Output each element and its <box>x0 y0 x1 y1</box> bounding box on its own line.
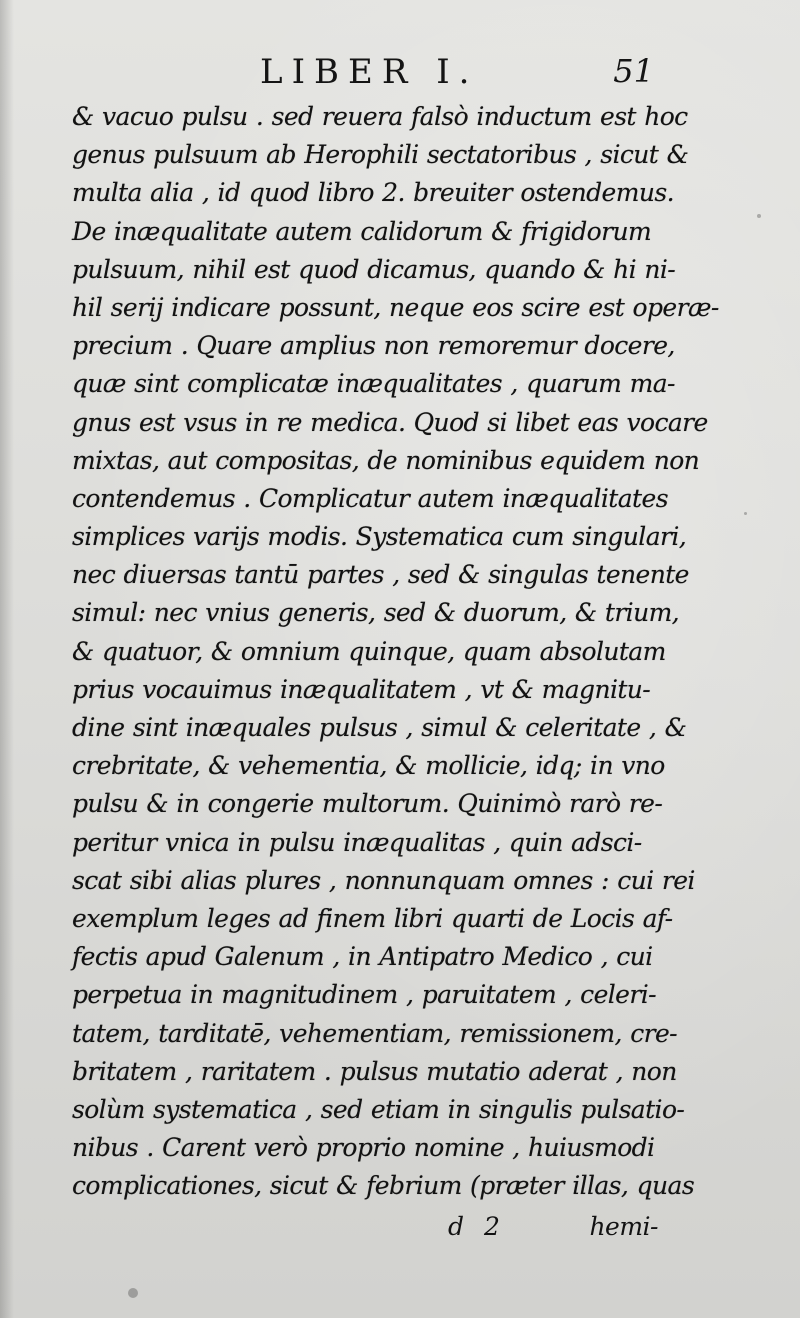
text-line: perpetua in magnitudinem , paruitatem , celeri- <box>72 980 656 1010</box>
text-line: De inæqualitate autem calidorum & frigidorum <box>72 216 652 246</box>
text-line: nibus . Carent verò proprio nomine , huiusmodi <box>72 1133 655 1163</box>
running-head: LIBER I. <box>260 52 479 92</box>
signature-mark: d 2 <box>448 1212 506 1241</box>
text-line: gnus est vsus in re medica. Quod si libet eas vocare <box>72 407 708 437</box>
text-line: solùm systematica , sed etiam in singulis pulsatio- <box>72 1094 685 1124</box>
text-line: hil serij indicare possunt, neque eos scire est operæ- <box>72 292 719 322</box>
text-line: simplices varijs modis. Systematica cum singulari, <box>72 522 687 552</box>
text-line: exemplum leges ad finem libri quarti de Locis af- <box>72 903 673 933</box>
text-line: precium . Quare amplius non remoremur docere, <box>72 331 675 361</box>
paper-speck <box>757 214 761 218</box>
text-line: pulsuum, nihil est quod dicamus, quando & hi ni- <box>72 254 676 284</box>
page-number: 51 <box>613 52 654 90</box>
body-text <box>72 98 719 1205</box>
text-line: & vacuo pulsu . sed reuera falsò inductum est hoc <box>72 102 688 131</box>
paper-speck <box>744 512 747 515</box>
page-footer <box>72 1212 662 1252</box>
page-header <box>70 52 660 96</box>
text-line: fectis apud Galenum , in Antipatro Medico , cui <box>72 942 653 972</box>
text-line: prius vocauimus inæqualitatem , vt & magnitu- <box>72 674 651 704</box>
text-line: dine sint inæquales pulsus , simul & celeritate , & <box>72 713 687 742</box>
text-line: pulsu & in congerie multorum. Quinimò rarò re- <box>72 789 663 819</box>
text-line: nec diuersas tantū partes , sed & singulas tenente <box>72 560 689 590</box>
text-line: genus pulsuum ab Herophili sectatoribus , sicut & <box>72 140 689 170</box>
text-line: crebritate, & vehementia, & mollicie, idq; in vno <box>72 751 665 781</box>
text-line: contendemus . Complicatur autem inæqualitates <box>72 483 668 513</box>
text-line: & quatuor, & omnium quinque, quam absolutam <box>72 636 666 666</box>
text-line: multa alia , id quod libro 2. breuiter ostendemus. <box>72 178 674 208</box>
text-line: britatem , raritatem . pulsus mutatio aderat , non <box>72 1056 677 1086</box>
text-line: complicationes, sicut & febrium (præter illas, quas <box>72 1171 695 1201</box>
paper-speck <box>128 1288 138 1298</box>
text-line: simul: nec vnius generis, sed & duorum, & trium, <box>72 598 680 628</box>
text-line: quæ sint complicatæ inæqualitates , quarum ma- <box>72 369 675 399</box>
page-gutter-shadow <box>0 0 14 1318</box>
text-line: peritur vnica in pulsu inæqualitas , quin adsci- <box>72 827 642 857</box>
catchword: hemi- <box>589 1212 658 1241</box>
text-line: mixtas, aut compositas, de nominibus equidem non <box>72 445 700 475</box>
text-line: scat sibi alias plures , nonnunquam omnes : cui rei <box>72 865 695 895</box>
text-line: tatem, tarditatē, vehementiam, remissionem, cre- <box>72 1018 677 1048</box>
